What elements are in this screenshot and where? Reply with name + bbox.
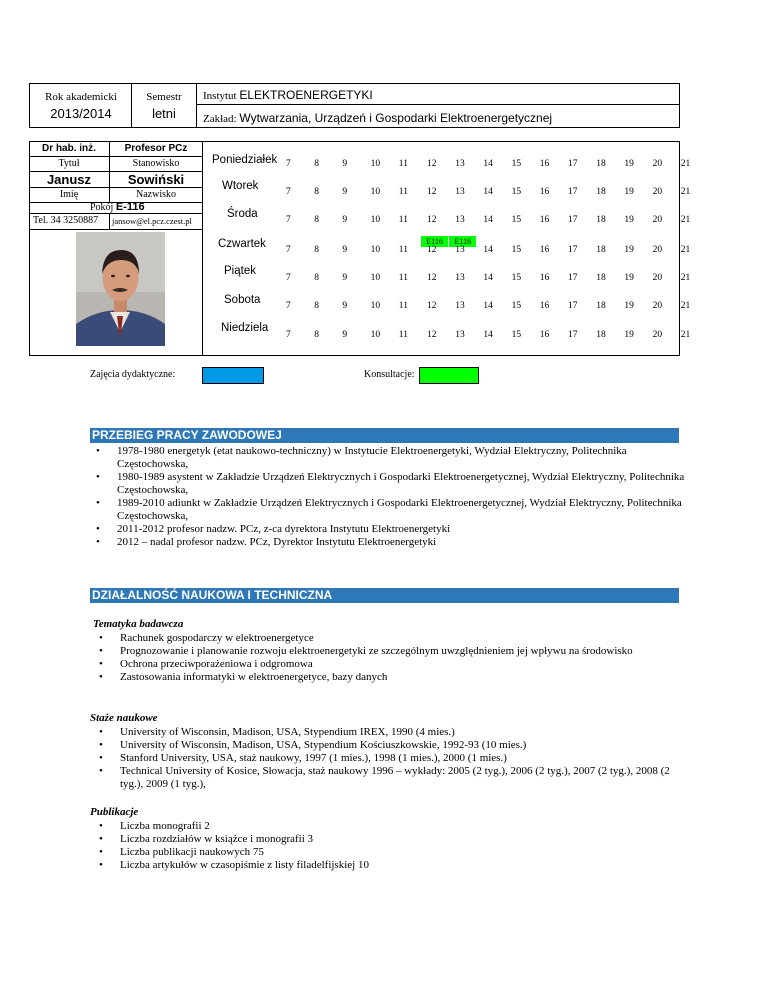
instytut (203, 88, 373, 102)
section-przebieg-header: PRZEBIEG PRACY ZAWODOWEJ (90, 428, 679, 443)
hour-cell: 19 (624, 215, 634, 225)
hour-cell: 15 (511, 301, 522, 311)
person-first-name-label: Imię (59, 189, 79, 200)
rok-akademicki-value: 2013/2014 (50, 106, 112, 121)
hour-cell: 7 (286, 301, 291, 311)
hour-cell: 19 (624, 330, 634, 340)
hour-cell: 10 (370, 187, 381, 197)
publikacje-heading: Publikacje (90, 806, 139, 818)
hour-cell: 9 (342, 330, 348, 340)
staze-list (93, 726, 683, 791)
legend-zajecia-swatch (202, 367, 264, 384)
hour-cell: 19 (624, 245, 634, 255)
legend-konsultacje-swatch (419, 367, 479, 384)
publikacje-list (93, 820, 653, 872)
hour-cell: 11 (398, 215, 408, 225)
hour-cell: 16 (539, 273, 550, 283)
person-position: Profesor PCz (124, 143, 188, 154)
hour-cell: 12 (427, 187, 437, 197)
zaklad (203, 111, 552, 125)
hour-cell: 17 (568, 187, 578, 197)
hour-cell: 8 (314, 215, 319, 225)
hour-cell: 18 (596, 273, 606, 283)
staz-item: • Stanford University, USA, staż naukowy, 1997 (1 mies.), 1998 (1 mies.), 2000 (1 mies.) (93, 752, 683, 765)
hour-cell: 9 (342, 273, 348, 283)
tematyka-item: • Zastosowania informatyki w elektroenergetyce, bazy danych (93, 671, 653, 684)
hour-cell: 17 (568, 330, 578, 340)
day-label-3: Czwartek (218, 238, 266, 250)
person-hline-1 (29, 156, 202, 157)
day-label-6: Niedziela (221, 322, 269, 334)
hour-cell: 7 (286, 245, 291, 255)
hour-cell: 18 (596, 301, 606, 311)
hour-cell: 13 (455, 330, 465, 340)
hour-cell: 12 (427, 301, 437, 311)
hour-cell: 7 (286, 330, 291, 340)
hour-cell: 17 (568, 159, 578, 169)
hour-cell: 7 (286, 273, 291, 283)
person-room (90, 201, 145, 213)
semestr-value: letni (152, 106, 176, 121)
hour-cell: 17 (568, 215, 578, 225)
przebieg-item: • 1978-1980 energetyk (etat naukowo-techniczny) w Instytucie Elektroenergetyki, Wydział Elektryczny, Politechnika Częstochowska, (90, 445, 690, 471)
hour-cell: 20 (652, 187, 663, 197)
hour-cell: 21 (680, 301, 691, 311)
hour-cell: 18 (596, 245, 606, 255)
day-label-5: Sobota (224, 294, 261, 306)
hour-cell: 15 (511, 187, 522, 197)
hour-cell: 10 (370, 159, 381, 169)
hour-cell: 11 (398, 245, 408, 255)
hour-cell: 20 (652, 245, 663, 255)
hour-cell: 15 (511, 159, 522, 169)
hour-cell: 14 (483, 187, 493, 197)
hour-cell: 19 (624, 301, 634, 311)
person-email: jansow@el.pcz.czest.pl (112, 216, 192, 226)
consultation-slot: E116 (449, 236, 476, 247)
hour-cell: 13 (455, 301, 465, 311)
hour-cell: 20 (652, 301, 663, 311)
section-dzialalnosc-header: DZIAŁALNOŚĆ NAUKOWA I TECHNICZNA (90, 588, 679, 603)
hour-cell: 21 (680, 273, 691, 283)
hour-cell: 8 (314, 187, 319, 197)
day-label-2: Środa (227, 208, 258, 220)
hour-cell: 14 (483, 330, 493, 340)
hour-cell: 18 (596, 187, 606, 197)
hour-cell: 16 (539, 245, 550, 255)
hour-cell: 19 (624, 159, 634, 169)
hour-cell: 10 (370, 215, 381, 225)
hour-cell: 17 (568, 301, 578, 311)
hour-cell: 20 (652, 330, 663, 340)
day-label-1: Wtorek (222, 180, 259, 192)
tematyka-item: • Ochrona przeciwporażeniowa i odgromowa (93, 658, 653, 671)
hour-cell: 21 (680, 187, 691, 197)
publikacja-item: • Liczba rozdziałów w książce i monografii 3 (93, 833, 653, 846)
hour-cell: 9 (342, 159, 348, 169)
publikacja-item: • Liczba monografii 2 (93, 820, 653, 833)
hour-cell: 8 (314, 159, 319, 169)
hour-cell: 11 (398, 330, 408, 340)
hour-cell: 13 (455, 187, 465, 197)
hour-cell: 7 (286, 215, 291, 225)
hour-cell: 20 (652, 159, 663, 169)
hour-cell: 12 (427, 159, 437, 169)
hour-cell: 15 (511, 273, 522, 283)
person-vline-3 (202, 141, 203, 356)
zaklad-name: Wytwarzania, Urządzeń i Gospodarki Elektroenergetycznej (239, 111, 553, 125)
hour-cell: 10 (370, 273, 381, 283)
hour-cell: 8 (314, 301, 319, 311)
hour-cell: 21 (680, 215, 691, 225)
hour-cell: 14 (483, 273, 493, 283)
semestr-label: Semestr (146, 91, 182, 103)
instytut-name: ELEKTROENERGETYKI (239, 88, 373, 102)
staz-item: • University of Wisconsin, Madison, USA, Stypendium Kościuszkowskie, 1992-93 (10 mies.) (93, 739, 683, 752)
hour-cell: 9 (342, 301, 348, 311)
tematyka-item: • Rachunek gospodarczy w elektroenergetyce (93, 632, 653, 645)
hour-cell: 15 (511, 330, 522, 340)
hour-cell: 14 (483, 301, 493, 311)
hour-cell: 20 (652, 273, 663, 283)
hour-cell: 11 (398, 159, 408, 169)
person-hline-5 (29, 213, 202, 214)
staze-heading: Staże naukowe (90, 712, 158, 724)
person-last-name: Sowiński (127, 172, 185, 187)
room-value: E-116 (115, 201, 145, 213)
hour-cell: 18 (596, 215, 606, 225)
przebieg-item: • 1980-1989 asystent w Zakładzie Urządzeń Elektrycznych i Gospodarki Elektroenergetycznej, Wydział Elektryczny, Politechnika Częstochowska, (90, 471, 690, 497)
hour-cell: 18 (596, 159, 606, 169)
legend-zajecia-label: Zajęcia dydaktyczne: (90, 369, 176, 380)
zaklad-prefix: Zakład: (203, 113, 237, 125)
hour-cell: 12 (427, 330, 437, 340)
hour-cell: 16 (539, 330, 550, 340)
staz-item: • Technical University of Kosice, Słowacja, staż naukowy 1996 – wykłady: 2005 (2 tyg.), 2006 (2 tyg.), 2007 (2 tyg.), 2008 (2 tyg.), 2009 (1 tyg.), (93, 765, 683, 791)
hour-cell: 10 (370, 245, 381, 255)
tematyka-item: • Prognozowanie i planowanie rozwoju elektroenergetyki ze szczególnym uwzględnieniem jej wpływu na środowisko (93, 645, 653, 658)
person-phone: Tel. 34 3250887 (33, 215, 99, 226)
hour-cell: 16 (539, 215, 550, 225)
hour-cell: 13 (455, 215, 465, 225)
przebieg-list (90, 445, 690, 549)
header-divider-2 (196, 83, 197, 128)
hour-cell: 16 (539, 159, 550, 169)
hour-cell: 16 (539, 301, 550, 311)
day-label-0: Poniedziałek (212, 154, 278, 166)
hour-cell: 20 (652, 215, 663, 225)
hour-cell: 13 (455, 273, 465, 283)
przebieg-item: • 1989-2010 adiunkt w Zakładzie Urządzeń Elektrycznych i Gospodarki Elektroenergetycznej, Wydział Elektryczny, Politechnika Częstochowska, (90, 497, 690, 523)
person-position-label: Stanowisko (132, 158, 180, 169)
person-title: Dr hab. inż. (42, 143, 96, 154)
person-vline-2 (109, 213, 110, 229)
hour-cell: 12 (427, 273, 437, 283)
publikacja-item: • Liczba publikacji naukowych 75 (93, 846, 653, 859)
hour-cell: 12 (427, 215, 437, 225)
hour-cell: 13 (455, 245, 465, 255)
room-label: Pokój (90, 202, 114, 213)
portrait-icon (76, 232, 165, 346)
day-label-4: Piątek (224, 265, 256, 277)
person-photo (76, 232, 165, 346)
rok-akademicki-label: Rok akademicki (45, 91, 117, 103)
person-hline-6 (29, 229, 202, 230)
hour-cell: 14 (483, 159, 493, 169)
person-hline-3 (29, 187, 202, 188)
hour-cell: 15 (511, 215, 522, 225)
hour-cell: 12 (427, 245, 437, 255)
przebieg-item: • 2012 – nadal profesor nadzw. PCz, Dyrektor Instytutu Elektroenergetyki (90, 536, 690, 549)
hour-cell: 14 (483, 245, 493, 255)
hour-cell: 15 (511, 245, 522, 255)
hour-cell: 21 (680, 330, 691, 340)
hour-cell: 17 (568, 273, 578, 283)
hour-cell: 9 (342, 245, 348, 255)
hour-cell: 19 (624, 187, 634, 197)
header-divider-h (196, 104, 680, 105)
hour-cell: 11 (398, 273, 408, 283)
hour-cell: 21 (680, 159, 691, 169)
tematyka-list (93, 632, 653, 684)
publikacja-item: • Liczba artykułów w czasopiśmie z listy filadelfijskiej 10 (93, 859, 653, 872)
hour-cell: 10 (370, 301, 381, 311)
person-title-label: Tytuł (58, 158, 80, 169)
hour-cell: 9 (342, 215, 348, 225)
hour-cell: 13 (455, 159, 465, 169)
legend-konsultacje-label: Konsultacje: (364, 369, 415, 380)
hour-cell: 18 (596, 330, 606, 340)
hour-cell: 11 (398, 301, 408, 311)
hour-cell: 14 (483, 215, 493, 225)
person-first-name: Janusz (46, 172, 92, 187)
person-last-name-label: Nazwisko (136, 189, 176, 200)
przebieg-item: • 2011-2012 profesor nadzw. PCz, z-ca dyrektora Instytutu Elektroenergetyki (90, 523, 690, 536)
hour-cell: 7 (286, 159, 291, 169)
hour-cell: 16 (539, 187, 550, 197)
hour-cell: 8 (314, 330, 319, 340)
hour-cell: 10 (370, 330, 381, 340)
tematyka-heading: Tematyka badawcza (93, 618, 184, 630)
hour-cell: 7 (286, 187, 291, 197)
instytut-prefix: Instytut (203, 90, 237, 102)
hour-cell: 9 (342, 187, 348, 197)
consultation-slot: E116 (421, 236, 448, 247)
staz-item: • University of Wisconsin, Madison, USA, Stypendium IREX, 1990 (4 mies.) (93, 726, 683, 739)
hour-cell: 19 (624, 273, 634, 283)
hour-cell: 21 (680, 245, 691, 255)
hour-cell: 11 (398, 187, 408, 197)
hour-cell: 8 (314, 273, 319, 283)
hour-cell: 17 (568, 245, 578, 255)
hour-cell: 8 (314, 245, 319, 255)
